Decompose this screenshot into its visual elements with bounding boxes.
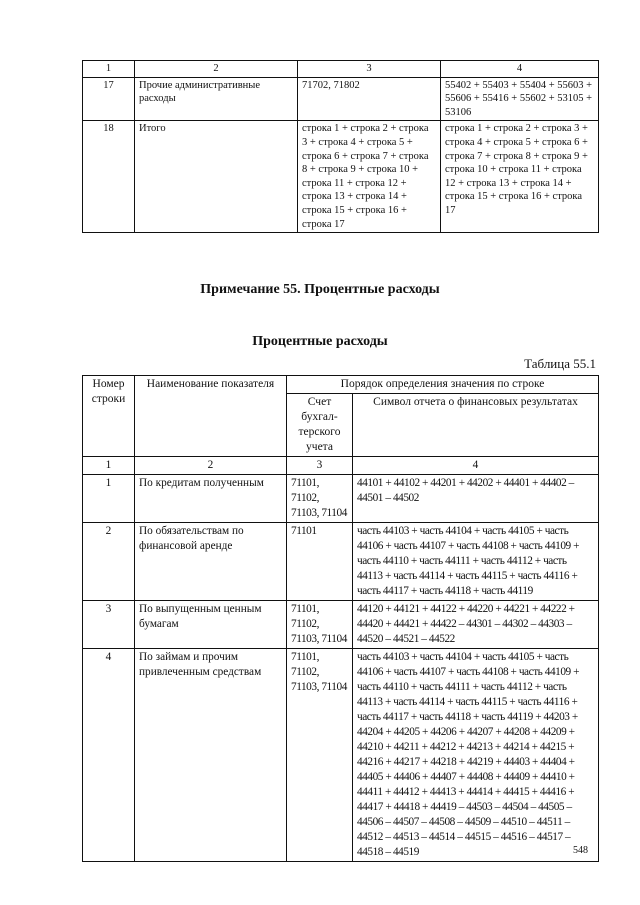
report-symbols: строка 1 + строка 2 + строка 3 + строка 4 + строка 5 + строка 6 + строка 7 + строка 8 + строка 9 + строка 10 + строка 11 + строка 12 + строка 13 + строка 14 + строка 15 + строка 16 + строка 17 (441, 121, 599, 233)
indicator-name: Итого (135, 121, 298, 233)
report-symbols: 55402 + 55403 + 55404 + 55603 + 55606 + 55416 + 55602 + 53105 + 53106 (441, 77, 599, 121)
account-numbers: 71702, 71802 (298, 77, 441, 121)
report-symbols: часть 44103 + часть 44104 + часть 44105 + часть 44106 + часть 44107 + часть 44108 + часть 44109 + часть 44110 + часть 44111 + часть 44112 + часть 44113 + часть 44114 + часть 44115 + часть 44116 + часть 44117 + часть 44118 + часть 44119 + 44203 + 44204 + 44205 + 44206 + 44207 + 44208 + 44209 + 44210 + 44211 + 44212 + 44213 + 44214 + 44215 + 44216 + 44217 + 44218 + 44219 + 44403 + 44404 + 44405 + 44406 + 44407 + 44408 + 44409 + 44410 + 44411 + 44412 + 44413 + 44414 + 44415 + 44416 + 44417 + 44418 + 44419 – 44503 – 44504 – 44505 – 44506 – 44507 – 44508 – 44509 – 44510 – 44511 – 44512 – 44513 – 44514 – 44515 – 44516 – 44517 – 44518 – 44519 (353, 649, 599, 862)
report-symbols: часть 44103 + часть 44104 + часть 44105 + часть 44106 + часть 44107 + часть 44108 + часть 44109 + часть 44110 + часть 44111 + часть 44112 + часть 44113 + часть 44114 + часть 44115 + часть 44116 + часть 44117 + часть 44118 + часть 44119 (353, 523, 599, 601)
row-number: 3 (83, 601, 135, 649)
page-number: 548 (573, 845, 588, 856)
header-symbol: Символ отчета о финансовых результатах (353, 394, 599, 457)
header-indicator-name: Наименование показателя (135, 376, 287, 457)
table-interest-expenses (82, 375, 599, 862)
table-header-row (83, 376, 599, 394)
account-numbers: строка 1 + строка 2 + строка 3 + строка 4 + строка 5 + строка 6 + строка 7 + строка 8 + строка 9 + строка 10 + строка 11 + строка 12 + строка 13 + строка 14 + строка 15 + строка 16 + строка 17 (298, 121, 441, 233)
table-row (83, 601, 599, 649)
header-account: Счет бухгал-терского учета (287, 394, 353, 457)
table-row (83, 77, 599, 121)
table-number: Таблица 55.1 (524, 356, 596, 371)
column-number: 1 (83, 61, 135, 78)
column-number: 3 (298, 61, 441, 78)
row-number: 18 (83, 121, 135, 233)
table-subtitle: Процентные расходы (252, 334, 388, 349)
column-number: 2 (135, 457, 287, 475)
column-number: 4 (441, 61, 599, 78)
column-number: 3 (287, 457, 353, 475)
header-order: Порядок определения значения по строке (287, 376, 599, 394)
account-numbers: 71101, 71102, 71103, 71104 (287, 475, 353, 523)
table-column-numbers-row (83, 61, 599, 78)
indicator-name: Прочие административные расходы (135, 77, 298, 121)
row-number: 4 (83, 649, 135, 862)
report-symbols: 44101 + 44102 + 44201 + 44202 + 44401 + 44402 – 44501 – 44502 (353, 475, 599, 523)
report-symbols: 44120 + 44121 + 44122 + 44220 + 44221 + 44222 + 44420 + 44421 + 44422 – 44301 – 44302 – 44303 – 44520 – 44521 – 44522 (353, 601, 599, 649)
indicator-name: По выпущенным ценным бумагам (135, 601, 287, 649)
table-prev-continuation (82, 60, 599, 233)
table-row (83, 649, 599, 862)
column-number: 4 (353, 457, 599, 475)
indicator-name: По кредитам полученным (135, 475, 287, 523)
table-column-numbers-row (83, 457, 599, 475)
row-number: 17 (83, 77, 135, 121)
column-number: 2 (135, 61, 298, 78)
table-row (83, 121, 599, 233)
table-row (83, 475, 599, 523)
indicator-name: По займам и прочим привлеченным средствам (135, 649, 287, 862)
row-number: 2 (83, 523, 135, 601)
row-number: 1 (83, 475, 135, 523)
account-numbers: 71101 (287, 523, 353, 601)
note-title: Примечание 55. Процентные расходы (200, 282, 440, 297)
account-numbers: 71101, 71102, 71103, 71104 (287, 601, 353, 649)
table-row (83, 523, 599, 601)
header-row-number: Номер строки (83, 376, 135, 457)
account-numbers: 71101, 71102, 71103, 71104 (287, 649, 353, 862)
indicator-name: По обязательствам по финансовой аренде (135, 523, 287, 601)
column-number: 1 (83, 457, 135, 475)
